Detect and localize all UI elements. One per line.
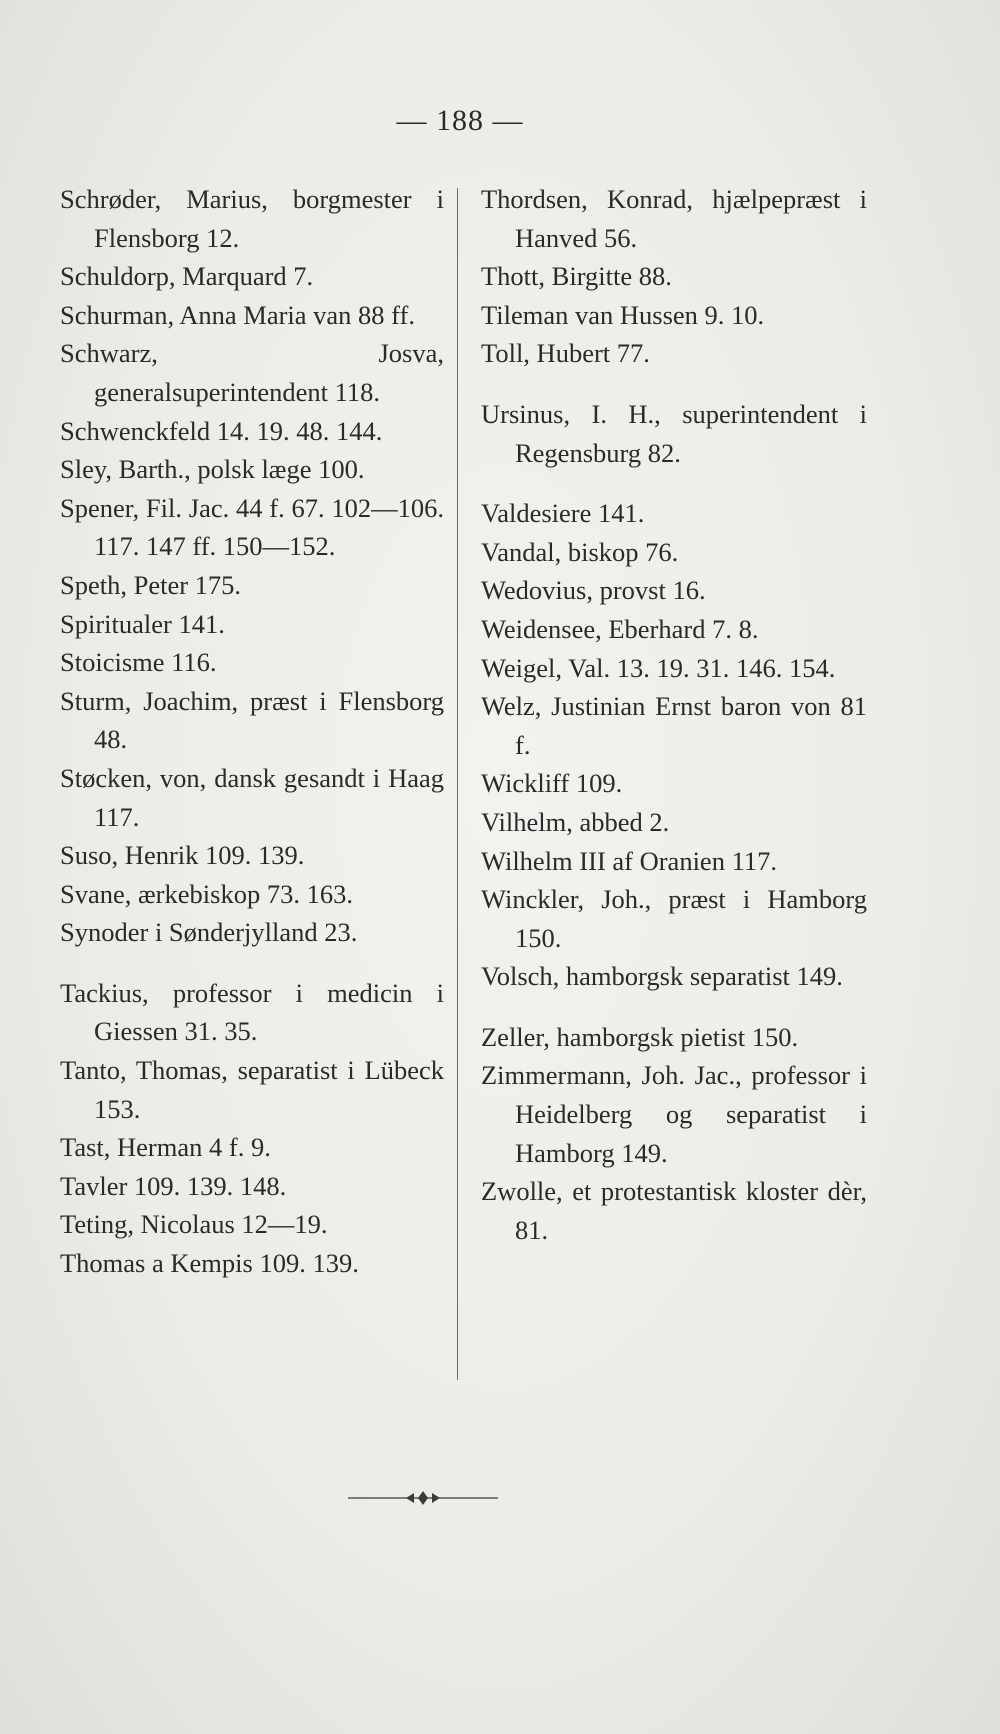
index-column-left: [60, 180, 444, 1283]
index-entry: Zwolle, et protestantisk kloster dèr, 81.: [481, 1176, 867, 1245]
index-entry: Wedovius, provst 16.: [481, 575, 706, 606]
index-entry: Vandal, biskop 76.: [481, 536, 679, 567]
index-entry: Tast, Herman 4 f. 9.: [60, 1132, 271, 1163]
index-entry: Schrøder, Marius, borgmester i Flensborg 12.: [60, 184, 444, 253]
index-entry: Svane, ærkebiskop 73. 163.: [60, 878, 353, 909]
index-entry: Teting, Nicolaus 12—19.: [60, 1209, 328, 1240]
index-entry: Wickliff 109.: [481, 768, 623, 799]
index-entry: Schwenckfeld 14. 19. 48. 144.: [60, 415, 383, 446]
index-entry: Speth, Peter 175.: [60, 569, 242, 600]
index-entry: Thomas a Kempis 109. 139.: [60, 1248, 359, 1279]
index-entry: Stoicisme 116.: [60, 647, 217, 678]
index-entry: Synoder i Sønderjylland 23.: [60, 917, 358, 948]
index-entry: Zeller, hamborgsk pietist 150.: [481, 1021, 799, 1052]
letter-gap: [481, 373, 867, 395]
end-ornament-icon: [348, 1488, 498, 1508]
index-entry: Tanto, Thomas, separatist i Lübeck 153.: [60, 1055, 444, 1124]
letter-gap: [481, 996, 867, 1018]
index-entry: Sley, Barth., polsk læge 100.: [60, 454, 365, 485]
index-entry: Winckler, Joh., præst i Hamborg 150.: [481, 884, 867, 953]
index-entry: Toll, Hubert 77.: [481, 338, 650, 369]
index-column-right: [481, 180, 867, 1249]
index-entry: Ursinus, I. H., superintendent i Regensburg 82.: [481, 398, 867, 468]
index-entry: Thott, Birgitte 88.: [481, 261, 672, 292]
page-number: — 188 —: [396, 104, 524, 137]
index-entry: Sturm, Joachim, præst i Flensborg 48.: [60, 685, 444, 755]
index-entry: Schwarz, Josva, generalsuperintendent 118.: [60, 338, 444, 407]
index-entry: Weidensee, Eberhard 7. 8.: [481, 613, 759, 644]
index-entry: Thordsen, Konrad, hjælpepræst i Hanved 56.: [481, 184, 867, 253]
index-entry: Vilhelm, abbed 2.: [481, 806, 670, 837]
index-entry: Schurman, Anna Maria van 88 ff.: [60, 299, 415, 330]
letter-gap: [481, 472, 867, 494]
index-entry: Tileman van Hussen 9. 10.: [481, 299, 765, 330]
index-entry: Wilhelm III af Oranien 117.: [481, 845, 777, 876]
index-entry: Zimmermann, Joh. Jac., professor i Heidelberg og separatist i Hamborg 149.: [481, 1060, 867, 1168]
index-entry: Suso, Henrik 109. 139.: [60, 840, 305, 871]
index-entry: Valdesiere 141.: [481, 498, 645, 529]
index-entry: Tackius, professor i medicin i Giessen 31. 35.: [60, 977, 444, 1047]
index-entry: Spener, Fil. Jac. 44 f. 67. 102—106. 117. 147 ff. 150—152.: [60, 492, 444, 562]
index-entry: Welz, Justinian Ernst baron von 81 f.: [481, 691, 867, 760]
index-entry: Tavler 109. 139. 148.: [60, 1170, 287, 1201]
index-entry: Støcken, von, dansk gesandt i Haag 117.: [60, 762, 444, 832]
column-divider: [457, 188, 458, 1380]
index-entry: Spiritualer 141.: [60, 608, 225, 639]
index-entry: Volsch, hamborgsk separatist 149.: [481, 961, 843, 992]
index-entry: Schuldorp, Marquard 7.: [60, 261, 314, 292]
letter-gap: [60, 952, 444, 974]
index-entry: Weigel, Val. 13. 19. 31. 146. 154.: [481, 652, 836, 683]
